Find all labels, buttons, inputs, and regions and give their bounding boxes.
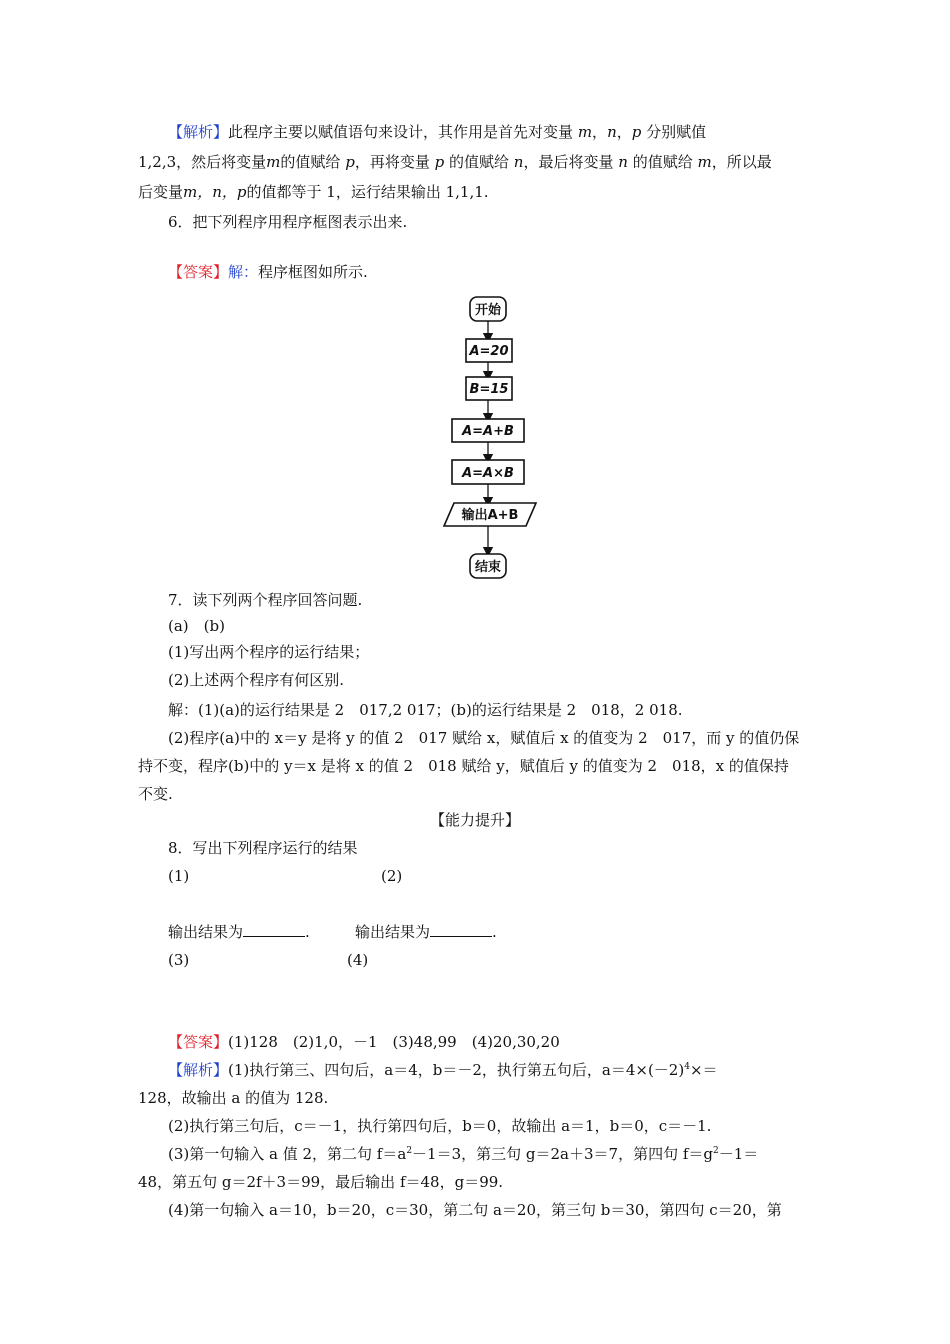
flow-s3-label: A=A+B bbox=[462, 424, 514, 439]
program-flowchart bbox=[430, 294, 550, 584]
flow-s1-label: A=20 bbox=[469, 344, 509, 359]
flow-start-label: 开始 bbox=[474, 303, 502, 318]
analysis-8-line-1: 【解析】(1)执行第三、四句后，a＝4，b＝－2，执行第五句后，$a=4\times(-2)^4\times=$ bbox=[168, 1061, 718, 1079]
solution-7-line-4: 不变. bbox=[138, 785, 173, 803]
analysis-tag: 【解析】 bbox=[168, 123, 229, 141]
analysis-8-line-4: (3)第一句输入 a 值 2，第二句 $f=a^2-1=3$，第三句 g＝2a＋3＝7，第四句 $f=g^2-1=$ bbox=[168, 1145, 759, 1163]
question-7-part-2: (2)上述两个程序有何区别. bbox=[168, 671, 345, 689]
question-8-label-2: (2) bbox=[381, 867, 403, 885]
answer-6: 【答案】解：程序框图如所示. bbox=[168, 263, 368, 281]
solution-7-line-1: 解：(1)(a)的运行结果是 2 017,2 017；(b)的运行结果是 2 018，2 018. bbox=[168, 701, 683, 719]
question-7-ab: (a) (b) bbox=[168, 617, 225, 635]
flow-s4-label: A=A×B bbox=[462, 466, 514, 481]
analysis-5-line-3: 后变量m，n，p的值都等于 1，运行结果输出 1,1,1. bbox=[138, 183, 489, 201]
question-6: 6．把下列程序用程序框图表示出来. bbox=[168, 213, 408, 231]
analysis-8-line-5: 48，第五句 g＝2f＋3＝99，最后输出 f＝48，g＝99. bbox=[138, 1173, 504, 1191]
question-8-label-1: (1) bbox=[168, 867, 190, 885]
answer-tag: 【答案】 bbox=[168, 263, 229, 281]
flow-output-label: 输出A+B bbox=[461, 508, 519, 523]
question-8-label-3: (3) bbox=[168, 951, 190, 969]
question-8-label-4: (4) bbox=[347, 951, 369, 969]
question-8-title: 8．写出下列程序运行的结果 bbox=[168, 839, 358, 857]
answer-tag: 【答案】 bbox=[168, 1033, 229, 1051]
analysis-tag: 【解析】 bbox=[168, 1061, 229, 1079]
analysis-8-line-3: (2)执行第三句后，c＝－1，执行第四句后，b＝0，故输出 a＝1，b＝0，c＝－1. bbox=[168, 1117, 712, 1135]
analysis-8-line-2: 128，故输出 a 的值为 128. bbox=[138, 1089, 329, 1107]
answer-8: 【答案】(1)128 (2)1,0，－1 (3)48,99 (4)20,30,20 bbox=[168, 1033, 560, 1051]
answer-blank bbox=[243, 922, 305, 937]
analysis-8-line-6: (4)第一句输入 a＝10，b＝20，c＝30，第二句 a＝20，第三句 b＝30，第四句 c＝20，第 bbox=[168, 1201, 782, 1219]
solution-7-line-3: 持不变，程序(b)中的 y＝x 是将 x 的值 2 018 赋给 y，赋值后 y 的值变为 2 018，x 的值保持 bbox=[138, 757, 789, 775]
flow-end-label: 结束 bbox=[474, 560, 502, 575]
question-7-title: 7．读下列两个程序回答问题. bbox=[168, 591, 363, 609]
output-result-1: 输出结果为 . bbox=[168, 923, 310, 941]
analysis-5-line-1: 【解析】此程序主要以赋值语句来设计，其作用是首先对变量 m，n，p 分别赋值 bbox=[168, 123, 707, 141]
question-7-part-1: (1)写出两个程序的运行结果； bbox=[168, 643, 370, 661]
analysis-5-line-2: 1,2,3，然后将变量m的值赋给 p，再将变量 p 的值赋给 n，最后将变量 n 的值赋给 m，所以最 bbox=[138, 153, 772, 171]
section-heading: 【能力提升】 bbox=[429, 811, 520, 829]
output-result-2: 输出结果为 . bbox=[355, 923, 497, 941]
solution-7-line-2: (2)程序(a)中的 x＝y 是将 y 的值 2 017 赋给 x，赋值后 x 的值变为 2 017，而 y 的值仍保 bbox=[168, 729, 800, 747]
flow-s2-label: B=15 bbox=[469, 382, 509, 397]
answer-blank bbox=[430, 922, 492, 937]
